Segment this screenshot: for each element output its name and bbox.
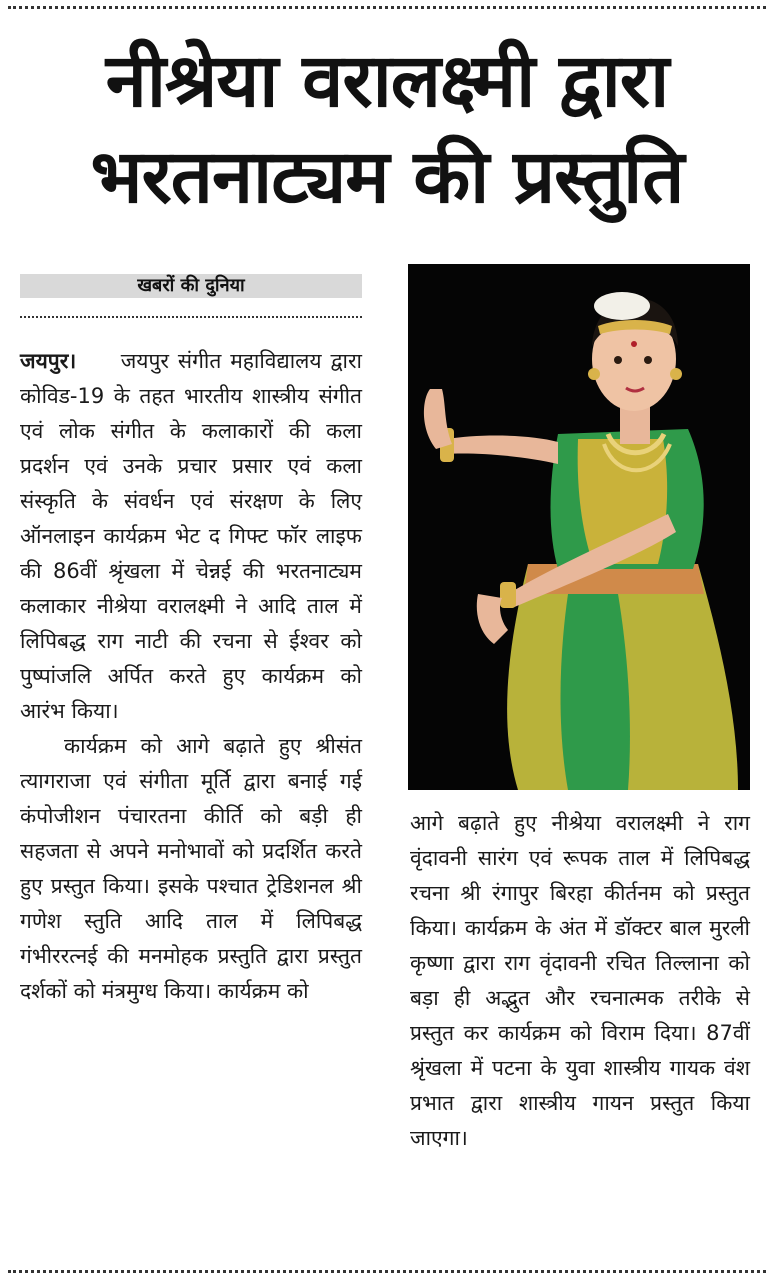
article-paragraph-1 <box>20 344 362 729</box>
bottom-dotted-rule <box>8 1270 766 1273</box>
section-dotted-rule <box>20 316 362 318</box>
top-dotted-rule <box>8 6 766 9</box>
dancer-illustration <box>408 264 750 790</box>
paragraph-1-text: जयपुर संगीत महाविद्यालय द्वारा कोविड-19 के तहत भारतीय शास्त्रीय संगीत एवं लोक संगीत के कलाकारों की कला प्रदर्शन एवं उनके प्रचार प्रसार एवं कला संस्कृति के संवर्धन एवं संरक्षण के लिए ऑनलाइन कार्यक्रम भेट द गिफ्ट फॉर लाइफ की 86वीं श्रृंखला में चेन्नई की भरतनाट्यम कलाकार नीश्रेया वरालक्ष्मी ने आदि ताल में लिपिबद्ध राग नाटी की रचना से ईश्वर को पुष्पांजलि अर्पित करते हुए कार्यक्रम को आरंभ किया। <box>20 349 362 723</box>
section-tag: खबरों की दुनिया <box>20 274 362 298</box>
article-paragraph-3: आगे बढ़ाते हुए नीश्रेया वरालक्ष्मी ने राग वृंदावनी सारंग एवं रूपक ताल में लिपिबद्ध रचना श्री रंगापुर बिरहा कीर्तनम को प्रस्तुत किया। कार्यक्रम के अंत में डॉक्टर बाल मुरली कृष्णा द्वारा राग वृंदावनी रचित तिल्लाना को बड़ा ही अद्भुत और रचनात्मक तरीके से प्रस्तुत कर कार्यक्रम को विराम दिया। 87वीं श्रृंखला में पटना के युवा शास्त्रीय गायक वंश प्रभात द्वारा शास्त्रीय गायन प्रस्तुत किया जाएगा। <box>410 811 750 1150</box>
dateline: जयपुर। <box>20 349 77 373</box>
article-paragraph-2: कार्यक्रम को आगे बढ़ाते हुए श्रीसंत त्यागराजा एवं संगीता मूर्ति द्वारा बनाई गई कंपोजीशन पंचारतना कीर्ति को बड़ी ही सहजता से अपने मनोभावों को प्रदर्शित करते हुए प्रस्तुत किया। इसके पश्चात ट्रेडिशनल श्री गणेश स्तुति आदि ताल में लिपिबद्ध गंभीररत्नई की मनमोहक प्रस्तुति द्वारा प्रस्तुत दर्शकों को मंत्रमुग्ध किया। कार्यक्रम को <box>20 734 362 1003</box>
headline-line-1: नीश्रेया वरालक्ष्मी द्वारा <box>105 38 669 124</box>
headline-line-2: भरतनाट्यम की प्रस्तुति <box>90 134 684 220</box>
article-column-right <box>410 806 750 1156</box>
article-column-left <box>20 344 362 1009</box>
dancer-photo <box>408 264 750 790</box>
